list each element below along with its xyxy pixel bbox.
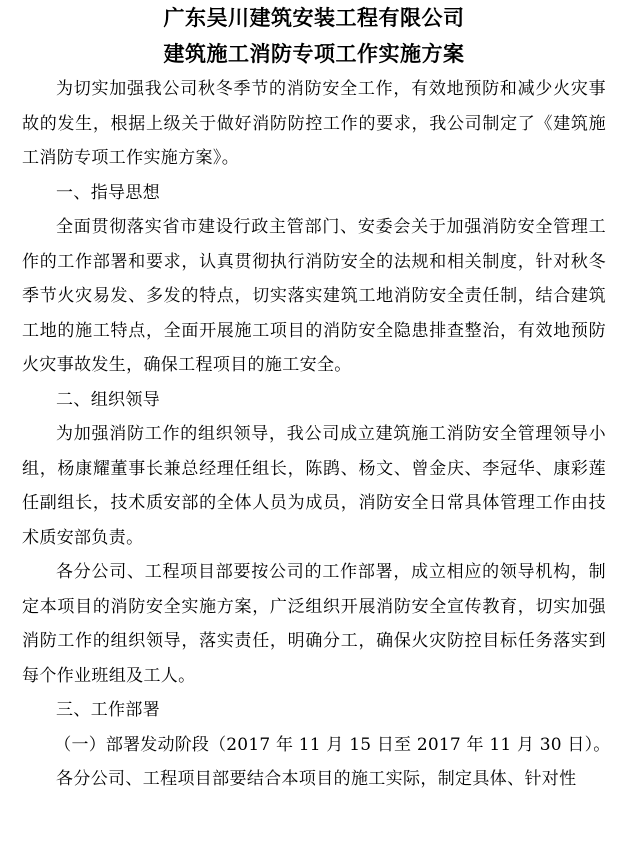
company-title: 广东吴川建筑安装工程有限公司 (163, 5, 465, 30)
intro-paragraph: 为切实加强我公司秋冬季节的消防安全工作，有效地预防和减少火灾事故的发生，根据上级关于做好消防防控工作的要求，我公司制定了《建筑施工消防专项工作实施方案》。 (22, 79, 606, 168)
organization-paragraph-1: 为加强消防工作的组织领导，我公司成立建筑施工消防安全管理领导小组，杨康耀董事长兼总经理任组长，陈鹍、杨文、曾金庆、李冠华、康彩莲任副组长，技术质安部的全体人员为成员，消防安全日常具体管理工作由技术质安部负责。 (22, 424, 606, 548)
plan-title: 建筑施工消防专项工作实施方案 (163, 41, 465, 66)
deployment-paragraph-1: 各分公司、工程项目部要结合本项目的施工实际，制定具体、针对性 (56, 769, 577, 789)
section-heading-organization: 二、组织领导 (56, 389, 161, 410)
section-heading-guiding-ideology: 一、指导思想 (56, 182, 161, 203)
deployment-stage-1: （一）部署发动阶段（2017 年 11 月 15 日至 2017 年 11 月 30 日）。 (54, 734, 611, 755)
guiding-ideology-paragraph: 全面贯彻落实省市建设行政主管部门、安委会关于加强消防安全管理工作的工作部署和要求，认真贯彻执行消防安全的法规和相关制度，针对秋冬季节火灾易发、多发的特点，切实落实建筑工地消防安全责任制，结合建筑工地的施工特点，全面开展施工项目的消防安全隐患排查整治，有效地预防火灾事故发生，确保工程项目的施工安全。 (22, 217, 606, 375)
organization-paragraph-2: 各分公司、工程项目部要按公司的工作部署，成立相应的领导机构，制定本项目的消防安全实施方案，广泛组织开展消防安全宣传教育，切实加强消防工作的组织领导，落实责任，明确分工，确保火灾防控目标任务落实到每个作业班组及工人。 (22, 562, 606, 686)
section-heading-deployment: 三、工作部署 (56, 700, 161, 720)
